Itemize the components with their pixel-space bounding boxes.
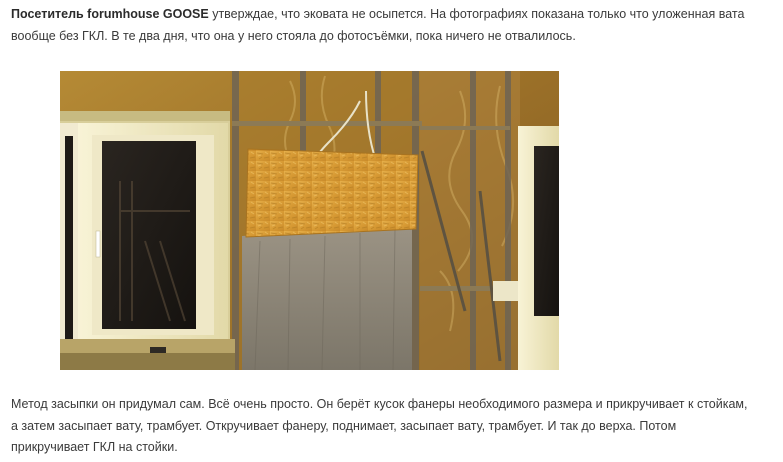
outro-line-3: прикручивает ГКЛ на стойки. xyxy=(11,440,178,454)
outro-line-2: а затем засыпает вату, трамбует. Откручивает фанеру, поднимает, засыпает вату, трамбует. И так до верха. Потом xyxy=(11,418,677,433)
outro-line-1: Метод засыпки он придумал сам. Всё очень просто. Он берёт кусок фанеры необходимого размера и прикручивает к стойкам, xyxy=(11,397,748,411)
intro-paragraph xyxy=(11,4,781,47)
outro-paragraph xyxy=(11,394,781,459)
intro-line-2: вообще без ГКЛ. В те два дня, что она у него стояла до фотосъёмки, пока ничего не отвалилось. xyxy=(11,28,576,43)
intro-line-1-text: утверждае, что эковата не осыпется. На фотографиях показана только что уложенная вата xyxy=(208,7,745,21)
intro-line-1 xyxy=(11,4,781,26)
construction-photo xyxy=(60,71,559,370)
intro-author: Посетитель forumhouse GOOSE xyxy=(11,7,209,21)
